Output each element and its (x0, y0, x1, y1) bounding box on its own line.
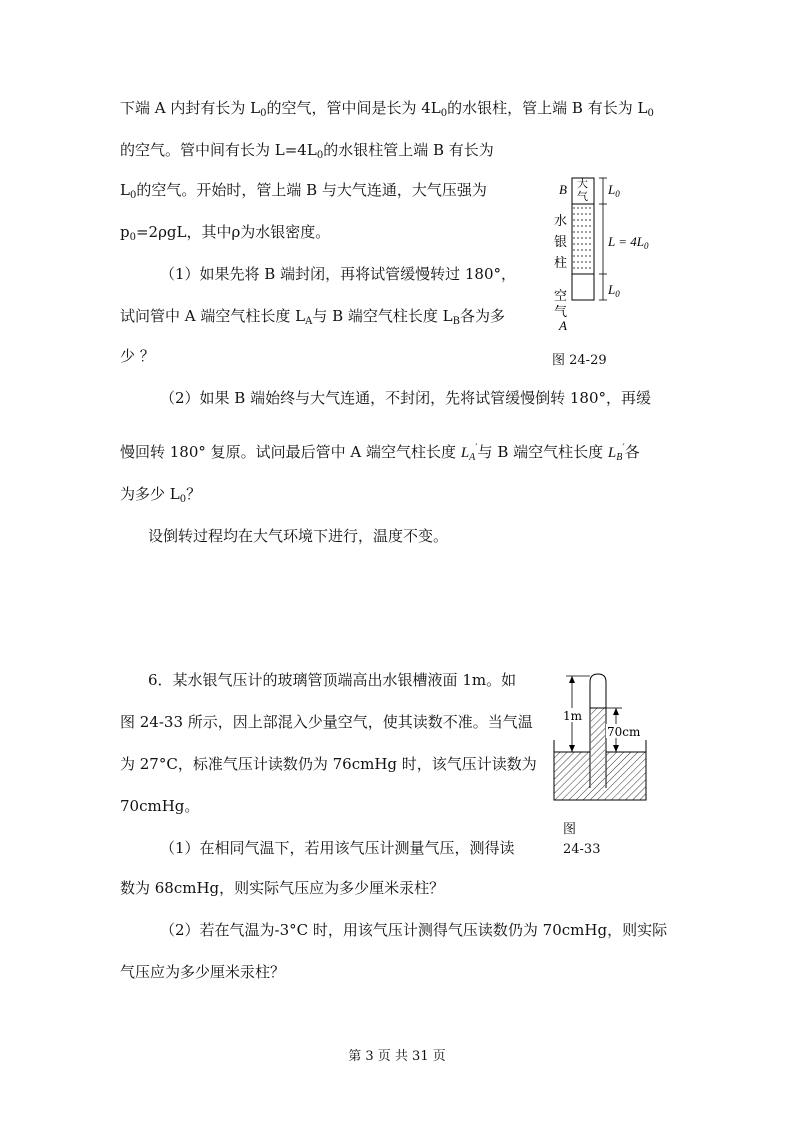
svg-text:L0: $L_0$ (608, 182, 620, 199)
label-B: B (559, 182, 567, 197)
figure-24-29-tube (545, 170, 665, 340)
question-2-line-2: 慢回转 180° 复原。试问最后管中 A 端空气柱长度 $L_A'$与 B 端空气柱长度 $L_B'$各 (120, 443, 640, 463)
question-6-1-line-1: （1）在相同气温下，若用该气压计测量气压，测得读 (160, 839, 515, 857)
question-6-1-line-2: 数为 68cmHg，则实际气压应为多少厘米汞柱？ (120, 879, 445, 897)
question-1-line-2: 试问管中 A 端空气柱长度 $L_A$与 B 端空气柱长度 $L_B$各为多 (120, 307, 506, 327)
problem-6-line-4: 70cmHg。 (120, 797, 200, 815)
figure-24-33-caption-2: 24-33 (563, 842, 601, 857)
svg-text:银: 银 (554, 235, 568, 250)
problem-6-line-3: 为 27°C，标准气压计读数仍为 76cmHg 时，该气压计读数为 (120, 755, 537, 773)
label-qi: 气 (577, 190, 588, 203)
figure-24-33-barometer (550, 670, 655, 810)
para-line-2: 的空气。管中间有长为 $L=4L_0$的水银柱管上端 B 有长为 (120, 141, 494, 161)
figure-24-29-caption: 图 24-29 (552, 353, 607, 368)
svg-text:水: 水 (554, 214, 568, 229)
question-1-line-1: （1）如果先将 B 端封闭，再将试管缓慢转过 180°， (160, 265, 517, 283)
svg-text:A: A (559, 318, 567, 333)
label-70cm: 70cm (607, 725, 641, 739)
question-2-line-1: （2）如果 B 端始终与大气连通，不封闭，先将试管缓慢倒转 180°，再缓 (160, 389, 652, 407)
para-line-1: 下端 A 内封有长为 $L_0$的空气，管中间是长为 $4L_0$的水银柱，管上端 B 有长为 $L_0$ (120, 99, 654, 119)
svg-text:柱: 柱 (554, 256, 568, 271)
label-da: 大 (577, 177, 588, 190)
label-1m: 1m (563, 709, 583, 723)
assumption-note: 设倒转过程均在大气环境下进行，温度不变。 (148, 527, 449, 545)
figure-24-33-caption-1: 图 (563, 822, 577, 837)
question-6-2-line-1: （2）若在气温为-3°C 时，用该气压计测得气压读数仍为 70cmHg，则实际 (160, 921, 668, 939)
para-line-3: $L_0$的空气。开始时，管上端 B 与大气连通，大气压强为 (120, 181, 487, 201)
svg-text:气: 气 (554, 305, 568, 320)
svg-text:空: 空 (554, 289, 568, 304)
svg-text:L = 4L0: $L = 4L_0$ (608, 234, 649, 251)
problem-6-line-1: 6．某水银气压计的玻璃管顶端高出水银槽液面 1m。如 (148, 671, 517, 689)
page-footer: 第 3 页 共 31 页 (348, 1049, 446, 1064)
problem-6-line-2: 图 24-33 所示，因上部混入少量空气，使其读数不准。当气温 (120, 713, 533, 731)
svg-text:L0: $L_0$ (608, 282, 620, 299)
para-line-4: $p_0=2\rho gL$，其中ρ为水银密度。 (120, 223, 331, 243)
question-6-2-line-2: 气压应为多少厘米汞柱？ (120, 963, 286, 981)
question-2-line-3: 为多少 $L_0$？ (120, 485, 202, 505)
question-1-line-3: 少 ？ (120, 347, 155, 365)
